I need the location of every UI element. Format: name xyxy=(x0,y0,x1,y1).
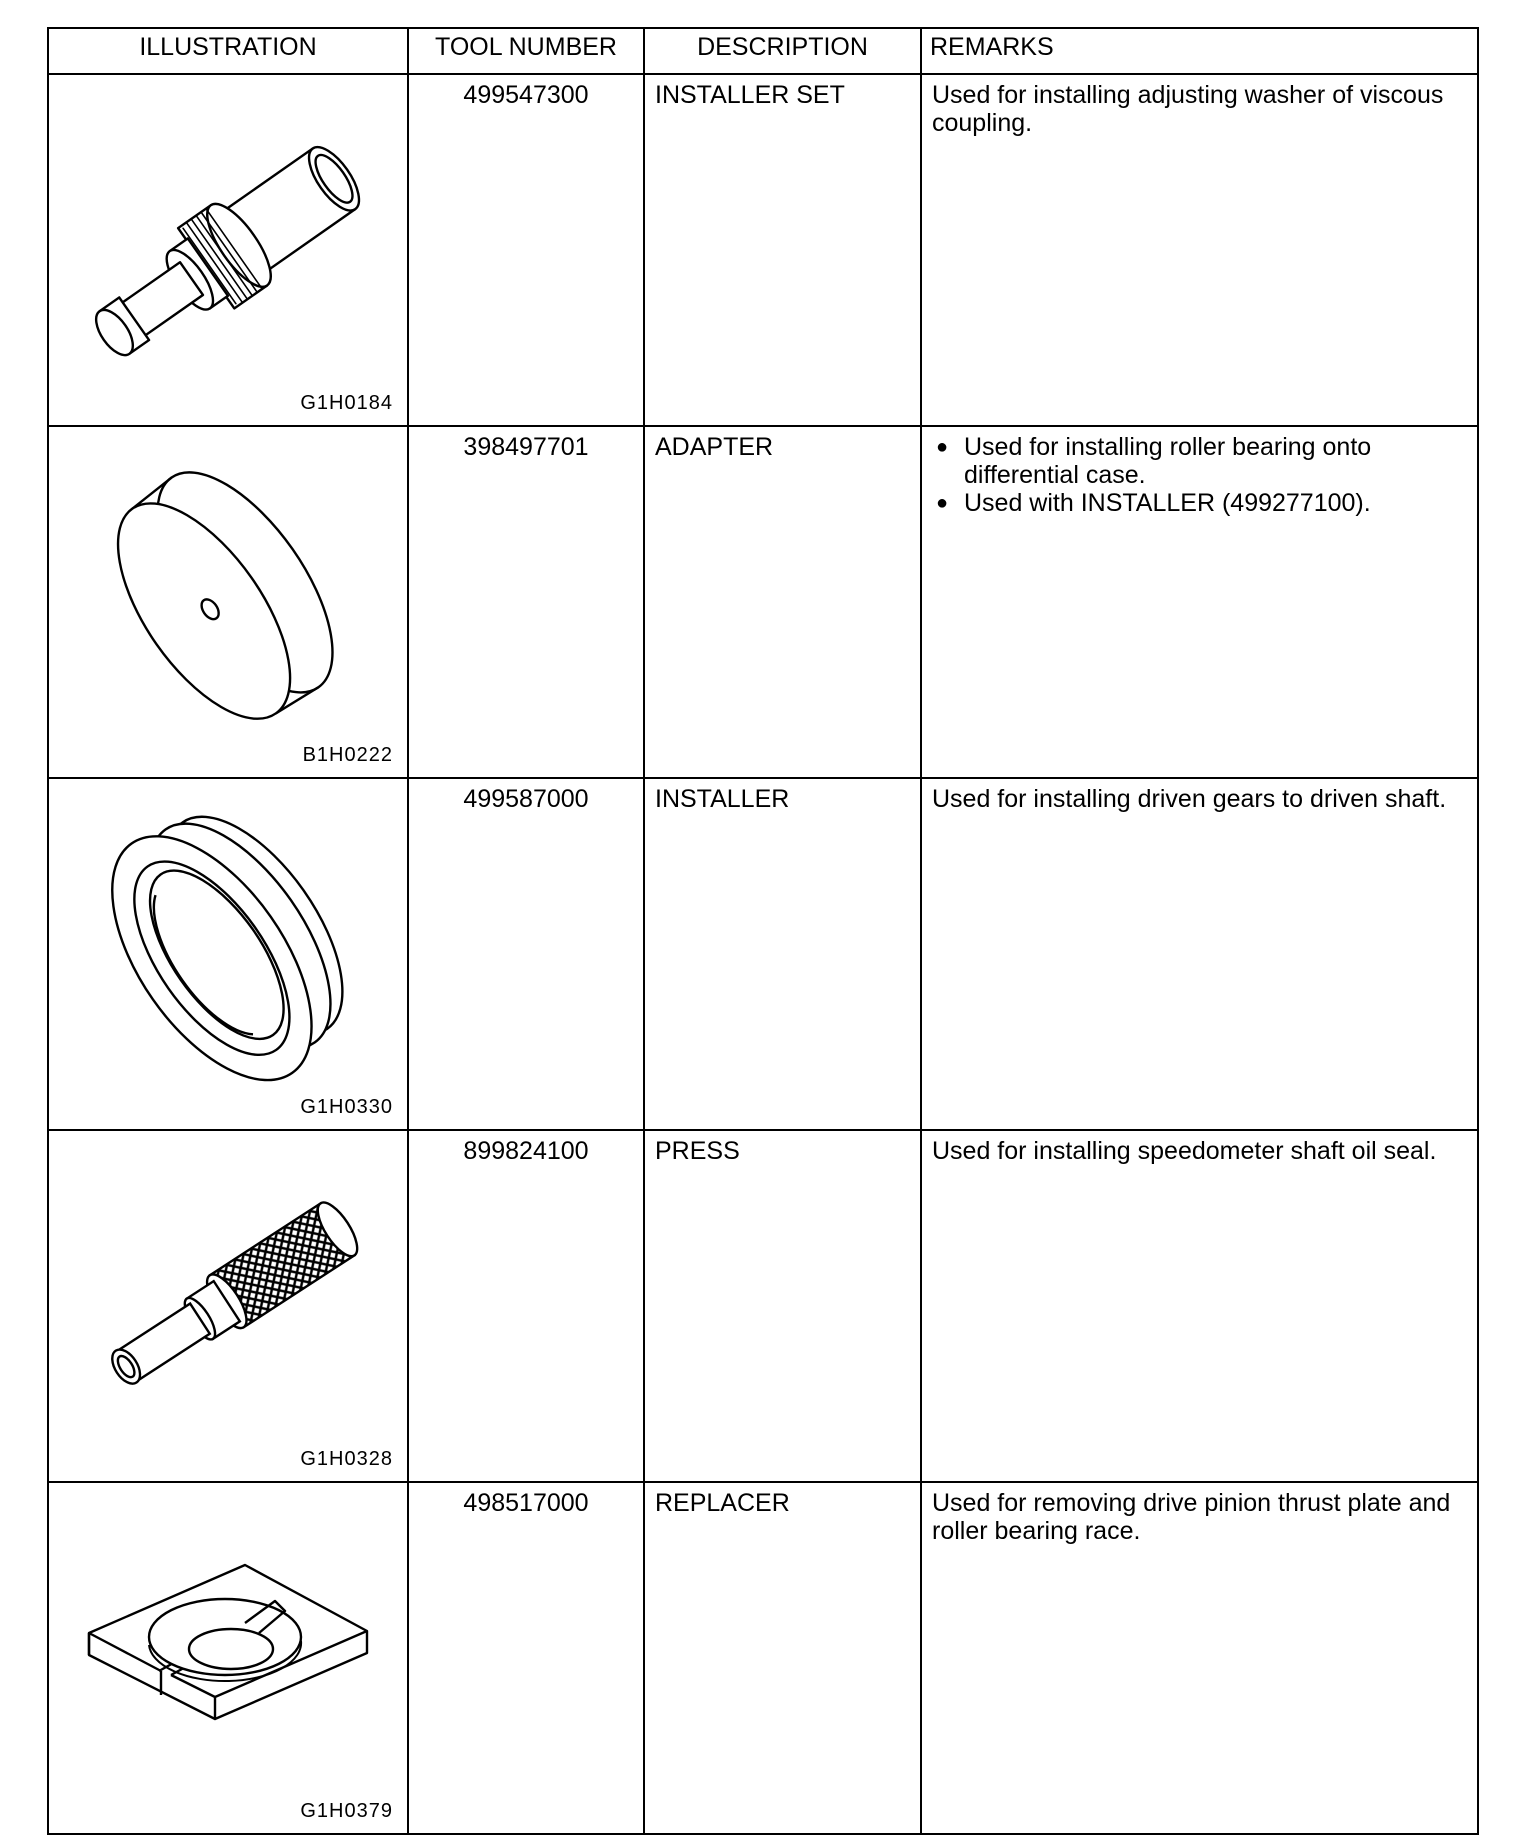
remarks-cell xyxy=(921,1130,1478,1482)
illustration-cell xyxy=(48,1130,408,1482)
tool-number: 499587000 xyxy=(408,778,644,1130)
table-row xyxy=(48,1482,1478,1834)
tool-description: REPLACER xyxy=(644,1482,921,1834)
table-row xyxy=(48,778,1478,1130)
installer-set-illustration xyxy=(49,75,409,415)
remark-text: Used for installing adjusting washer of viscous coupling. xyxy=(932,81,1444,137)
tool-description: INSTALLER SET xyxy=(644,74,921,426)
remarks-cell xyxy=(921,426,1478,778)
remarks-list xyxy=(932,433,1467,517)
tool-description: ADAPTER xyxy=(644,426,921,778)
illustration-cell xyxy=(48,426,408,778)
remark-text: Used for installing speedometer shaft oil seal. xyxy=(932,1137,1437,1165)
header-remarks: REMARKS xyxy=(921,28,1478,74)
replacer-illustration xyxy=(49,1483,409,1823)
press-illustration xyxy=(49,1131,409,1471)
header-tool-number: TOOL NUMBER xyxy=(408,28,644,74)
header-illustration: ILLUSTRATION xyxy=(48,28,408,74)
illustration-cell xyxy=(48,74,408,426)
remark-text: Used for installing driven gears to driven shaft. xyxy=(932,785,1447,813)
tool-description: INSTALLER xyxy=(644,778,921,1130)
list-item: ● Used with INSTALLER (499277100). xyxy=(932,489,1467,517)
special-tools-table xyxy=(47,27,1479,1835)
remarks-cell xyxy=(921,1482,1478,1834)
table-header-row xyxy=(48,28,1478,74)
table-row xyxy=(48,74,1478,426)
remarks-cell xyxy=(921,74,1478,426)
remarks-cell xyxy=(921,778,1478,1130)
adapter-illustration xyxy=(49,427,409,767)
illustration-cell xyxy=(48,1482,408,1834)
tool-description: PRESS xyxy=(644,1130,921,1482)
list-item: ● Used for installing roller bearing onto differential case. xyxy=(932,433,1467,489)
table-row xyxy=(48,426,1478,778)
figure-code: G1H0379 xyxy=(300,1800,393,1822)
tool-number: 499547300 xyxy=(408,74,644,426)
installer-illustration xyxy=(49,779,409,1119)
header-description: DESCRIPTION xyxy=(644,28,921,74)
figure-code: G1H0184 xyxy=(300,392,393,414)
remark-text: Used for removing drive pinion thrust plate and roller bearing race. xyxy=(932,1489,1451,1545)
tool-number: 899824100 xyxy=(408,1130,644,1482)
tool-number: 498517000 xyxy=(408,1482,644,1834)
table-row xyxy=(48,1130,1478,1482)
figure-code: G1H0328 xyxy=(300,1448,393,1470)
figure-code: G1H0330 xyxy=(300,1096,393,1118)
illustration-cell xyxy=(48,778,408,1130)
tool-number: 398497701 xyxy=(408,426,644,778)
figure-code: B1H0222 xyxy=(302,744,393,766)
